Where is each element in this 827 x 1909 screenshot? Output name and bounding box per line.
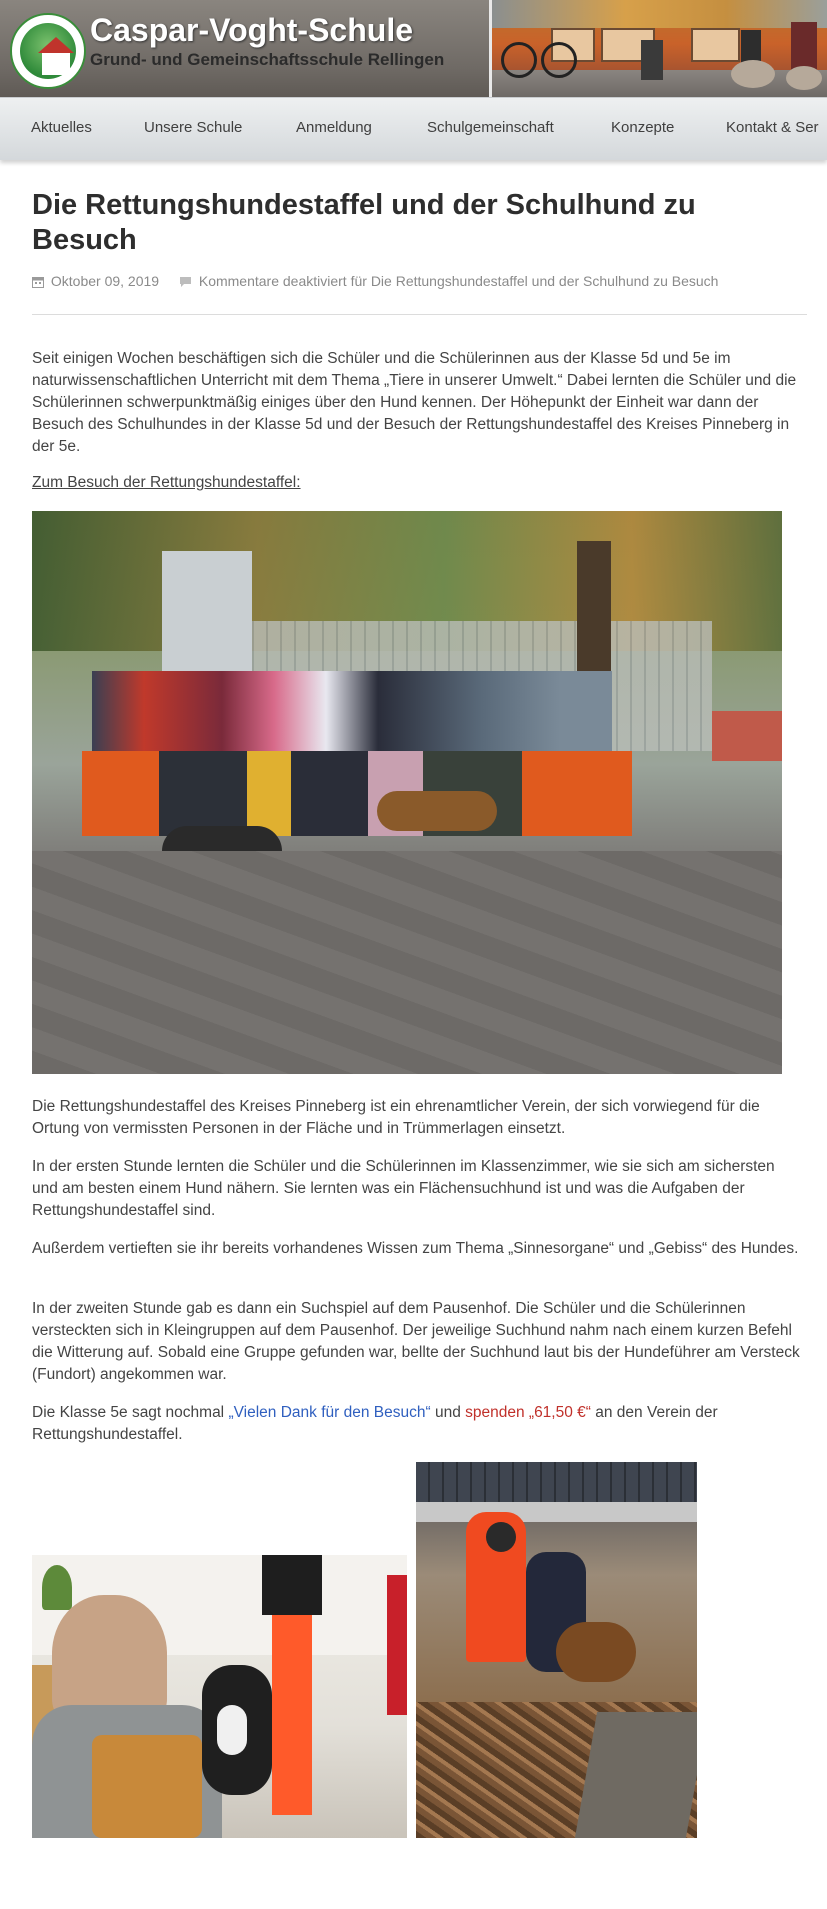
post-meta [32,273,718,291]
thanks-intro-text: Die Klasse 5e sagt nochmal [32,1404,229,1421]
header-photo [491,0,827,97]
thanks-highlight: „Vielen Dank für den Besuch“ [228,1404,431,1421]
site-title[interactable]: Caspar-Voght-Schule [90,12,413,48]
schoolyard-photo-suchspiel[interactable] [416,1462,697,1838]
nav-item-schulgemeinschaft[interactable]: Schulgemeinschaft [427,119,554,136]
nav-item-unsere-schule[interactable]: Unsere Schule [144,119,243,136]
post-date[interactable]: Oktober 09, 2019 [50,273,160,289]
site-header [0,0,827,97]
divider [32,314,807,315]
thanks-connector: und [430,1404,466,1421]
intro-paragraph: Seit einigen Wochen beschäftigen sich die Schüler und die Schülerinnen aus der Klasse 5d und 5e im naturwissenschaftlichen Unterricht mit dem Thema „Tiere in unserer Umwelt.“ Dabei lernten die Schüler und die Schülerinnen schwerpunktmäßig einiges über den Hund kennen. Der Höhepunkt der Einheit war dann der Besuch des Schulhundes in der Klasse 5d und der Besuch der Rettungshundestaffel des Kreises Pinneberg in der 5e. [32,350,797,455]
paragraph-verein: Die Rettungshundestaffel des Kreises Pinneberg ist ein ehrenamtlicher Verein, der sich vorwiegend für die Ortung von vermissten Personen in der Fläche und in Trümmerlagen einsetzt. [32,1098,760,1137]
paragraph-erste-stunde: In der ersten Stunde lernten die Schüler und die Schülerinnen im Klassenzimmer, wie sie sich am sichersten und am besten einem Hund nähern. Sie lernten was ein Flächensuchhund ist und was die Aufgaben der Rettungshundestaffel sind. [32,1158,775,1219]
site-subtitle: Grund- und Gemeinschaftsschule Rellingen [90,50,445,69]
section-subheading: Zum Besuch der Rettungshundestaffel: [32,474,301,491]
school-logo[interactable] [10,13,86,89]
nav-item-aktuelles[interactable]: Aktuelles [31,119,92,136]
main-navigation [0,97,827,160]
classroom-photo-schulhund[interactable] [32,1555,407,1838]
nav-item-anmeldung[interactable]: Anmeldung [296,119,372,136]
donation-highlight: spenden „61,50 €“ [465,1404,591,1421]
speech-bubble-icon [179,275,192,291]
post-title: Die Rettungshundestaffel und der Schulhund zu Besuch [32,189,696,256]
comments-status: Kommentare deaktiviert für Die Rettungshundestaffel und der Schulhund zu Besuch [198,273,719,289]
calendar-icon [32,275,44,291]
paragraph-dank [32,1402,804,1446]
paragraph-sinnesorgane: Außerdem vertieften sie ihr bereits vorhandenes Wissen zum Thema „Sinnesorgane“ und „Gebiss“ des Hundes. [32,1240,799,1257]
nav-item-kontakt[interactable]: Kontakt & Ser [726,119,819,136]
nav-item-konzepte[interactable]: Konzepte [611,119,675,136]
thanks-outro-text: an den Verein der Rettungshundestaffel. [32,1404,718,1443]
paragraph-zweite-stunde: In der zweiten Stunde gab es dann ein Suchspiel auf dem Pausenhof. Die Schüler und die Schülerinnen versteckten sich in Kleingruppen auf dem Pausenhof. Der jeweilige Suchhund nahm nach einem kurzen Befehl die Witterung auf. Sobald eine Gruppe gefunden war, bellte der Suchhund laut bis der Hundeführer am Versteck (Fundort) angekommen war. [32,1300,800,1383]
group-photo-rettungshundestaffel[interactable] [32,511,782,1074]
